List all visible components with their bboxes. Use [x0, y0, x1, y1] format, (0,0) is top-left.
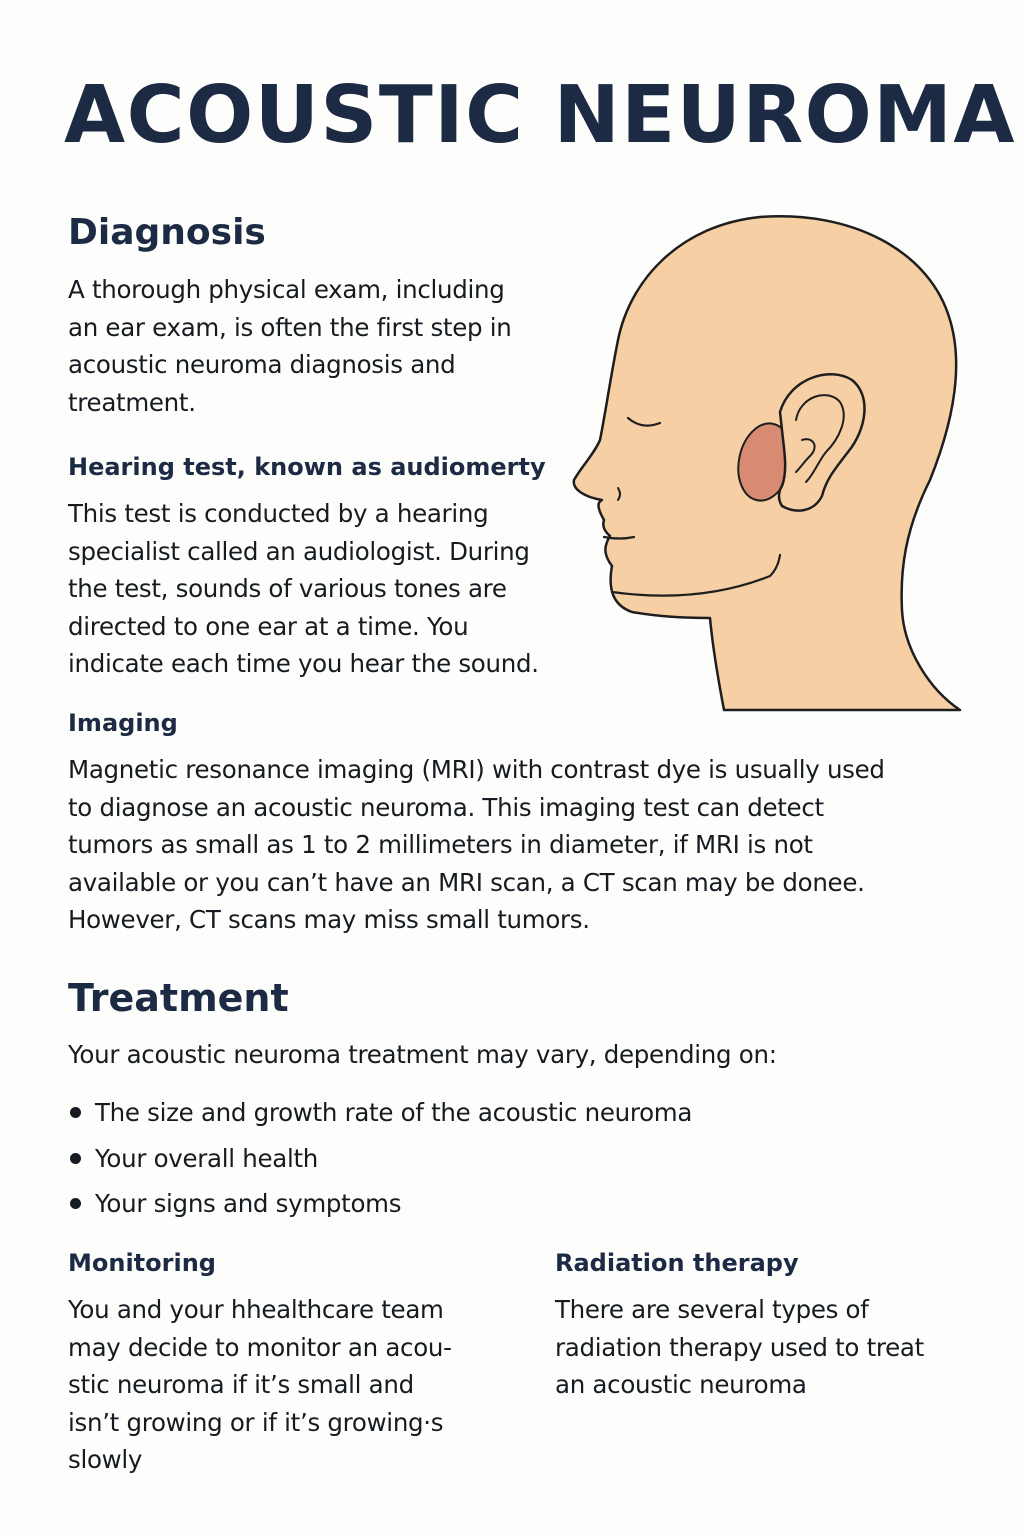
imaging-text: [68, 751, 885, 939]
text-line: an acoustic neuroma: [555, 1370, 807, 1400]
text-line: directed to one ear at a time. You: [68, 611, 469, 641]
text-line: stic neuroma if it’s small and: [68, 1370, 414, 1400]
treatment-factors-list: [68, 1090, 692, 1227]
page-title: ACOUSTIC NEUROMA: [64, 69, 1017, 161]
text-line: However, CT scans may miss small tumors.: [68, 905, 590, 935]
list-item: [68, 1136, 692, 1182]
monitoring-text: [68, 1291, 452, 1479]
text-line: Your acoustic neuroma treatment may vary, depending on:: [68, 1040, 777, 1069]
list-item: [68, 1090, 692, 1136]
imaging-heading: Imaging: [68, 709, 178, 737]
text-line: isn’t growing or if it’s growing·s: [68, 1407, 444, 1437]
treatment-heading: Treatment: [68, 976, 289, 1020]
radiation-therapy-heading: Radiation therapy: [555, 1249, 799, 1277]
monitoring-heading: Monitoring: [68, 1249, 216, 1277]
text-line: treatment.: [68, 387, 196, 417]
treatment-intro: [68, 1036, 777, 1074]
text-line: may decide to monitor an acou-: [68, 1332, 452, 1362]
hearing-test-heading: Hearing test, known as audiomerty: [68, 453, 546, 481]
bullet-icon: [70, 1107, 81, 1118]
text-line: specialist called an audiologist. During: [68, 536, 530, 566]
bullet-icon: [70, 1153, 81, 1164]
text-line: an ear exam, is often the first step in: [68, 312, 512, 342]
list-item-text: Your overall health: [95, 1143, 318, 1173]
diagnosis-intro: [68, 271, 512, 421]
text-line: the test, sounds of various tones are: [68, 574, 507, 604]
text-line: Magnetic resonance imaging (MRI) with contrast dye is usually used: [68, 755, 885, 784]
diagnosis-heading: Diagnosis: [68, 212, 266, 253]
list-item-text: The size and growth rate of the acoustic neuroma: [95, 1098, 693, 1127]
text-line: available or you can’t have an MRI scan, a CT scan may be donee.: [68, 867, 865, 897]
text-line: There are several types of: [555, 1295, 869, 1324]
text-line: This test is conducted by a hearing: [68, 499, 489, 528]
text-line: indicate each time you hear the sound.: [68, 649, 539, 679]
text-line: to diagnose an acoustic neuroma. This imaging test can detect: [68, 792, 824, 822]
text-line: tumors as small as 1 to 2 millimeters in diameter, if MRI is not: [68, 830, 813, 860]
text-line: radiation therapy used to treat: [555, 1332, 924, 1362]
list-item-text: Your signs and symptoms: [95, 1189, 402, 1218]
text-line: slowly: [68, 1445, 143, 1475]
text-line: A thorough physical exam, including: [68, 275, 505, 304]
list-item: [68, 1181, 692, 1227]
bullet-icon: [70, 1198, 81, 1209]
radiation-therapy-text: [555, 1291, 924, 1404]
text-line: acoustic neuroma diagnosis and: [68, 350, 456, 380]
head-profile-with-tumor-icon: [560, 200, 980, 720]
text-line: You and your hhealthcare team: [68, 1295, 444, 1324]
hearing-test-text: [68, 495, 539, 683]
